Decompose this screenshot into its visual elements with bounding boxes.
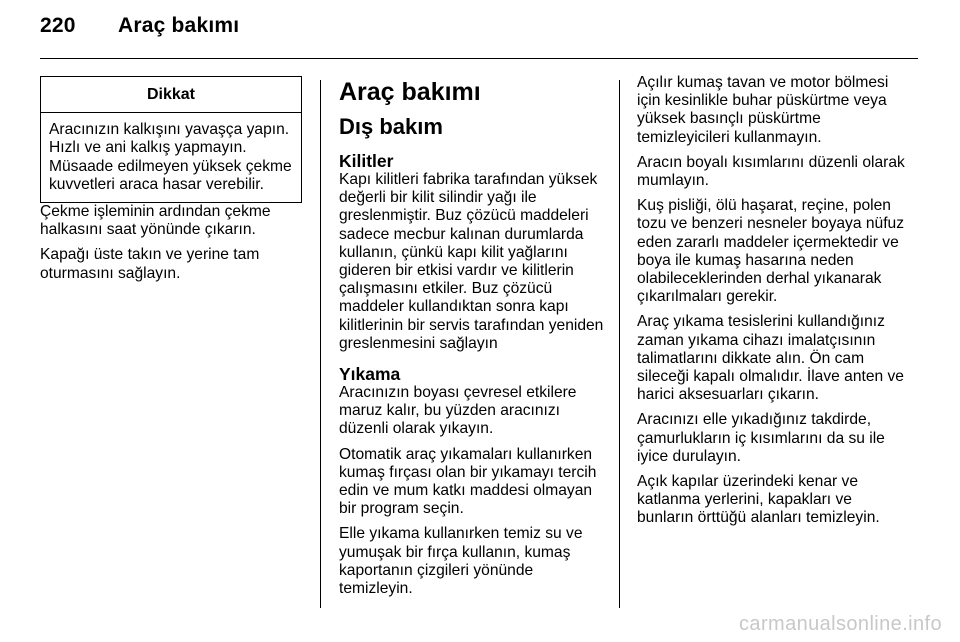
column-divider-1 — [320, 80, 321, 608]
header-title: Araç bakımı — [118, 14, 240, 37]
notice-text: Aracınızın kalkışını yavaşça yapın. Hızlı ve ani kalkış yapmayın. Müsaade edilmeyen yüksek çekme kuvvetleri araca hasar verebilir. — [49, 121, 292, 193]
page-header — [40, 14, 239, 38]
section-heading: Dış bakım — [339, 114, 443, 139]
paragraph: Aracınızın boyası çevresel etkilere maruz kalır, bu yüzden aracınızı düzenli olarak yıkayın. — [339, 384, 577, 438]
watermark: carmanualsonline.info — [739, 613, 942, 635]
paragraph: Otomatik araç yıkamaları kullanırken kumaş fırçası olan bir yıkamayı tercih edin ve mum katkı maddesi olmayan bir program seçin. — [339, 445, 597, 518]
chapter-heading: Araç bakımı — [339, 78, 481, 106]
paragraph: Açık kapılar üzerindeki kenar ve katlanma yerlerini, kapakları ve bunların örttüğü alanları temizleyin. — [637, 473, 880, 527]
column-divider-2 — [619, 80, 620, 608]
paragraph: Kuş pisliği, ölü haşarat, reçine, polen tozu ve benzeri nesneler boyaya nüfuz eden zararlı maddeler içermektedir ve boya ile kumaş hasarına neden olabileceklerinden derhal yıkanarak çıkarılmaları gerekir. — [637, 197, 904, 306]
subsection-heading-washing: Yıkama — [339, 364, 401, 385]
paragraph: Aracınızı elle yıkadığınız takdirde, çamurlukların iç kısımlarını da su ile iyice durulayın. — [637, 411, 885, 465]
paragraph: Aracın boyalı kısımlarını düzenli olarak mumlayın. — [637, 153, 905, 190]
subsection-heading-locks: Kilitler — [339, 151, 394, 171]
paragraph: Açılır kumaş tavan ve motor bölmesi için kesinlikle buhar püskürtme veya yüksek basınçlı püskürtme temizleyicileri kullanmayın. — [637, 74, 889, 146]
paragraph: Çekme işleminin ardından çekme halkasını saat yönünde çıkarın. — [40, 203, 271, 239]
header-rule — [40, 58, 918, 59]
column-3 — [637, 74, 907, 535]
column-1 — [40, 74, 302, 290]
caution-notice — [40, 76, 302, 203]
paragraph: Elle yıkama kullanırken temiz su ve yumuşak bir fırça kullanın, kumaş kaportanın çizgileri yönünde temizleyin. — [339, 525, 583, 598]
paragraph: Kapı kilitleri fabrika tarafından yüksek değerli bir kilit silindir yağı ile greslenmiştir. Buz çözücü maddeleri sadece mecbur kalınan durumlarda kullanın, çünkü kapı kilit yağlarını gideren bir etkisi vardır ve kilitlerin çalışmasını etkiler. Buz çözücü maddeler kullandıktan sonra kapı kilitlerinin bir servis tarafından yeniden greslenmesini sağlayın — [339, 171, 604, 352]
notice-title: Dikkat — [41, 77, 301, 113]
paragraph: Araç yıkama tesislerini kullandığınız zaman yıkama cihazı imalatçısının talimatlarını dikkate alın. Ön cam sileceği kapalı olmalıdır. İlave anten ve harici aksesuarları çıkarın. — [637, 313, 904, 404]
page-number: 220 — [40, 14, 76, 37]
paragraph: Kapağı üste takın ve yerine tam oturmasını sağlayın. — [40, 246, 260, 282]
column-2 — [339, 74, 605, 605]
